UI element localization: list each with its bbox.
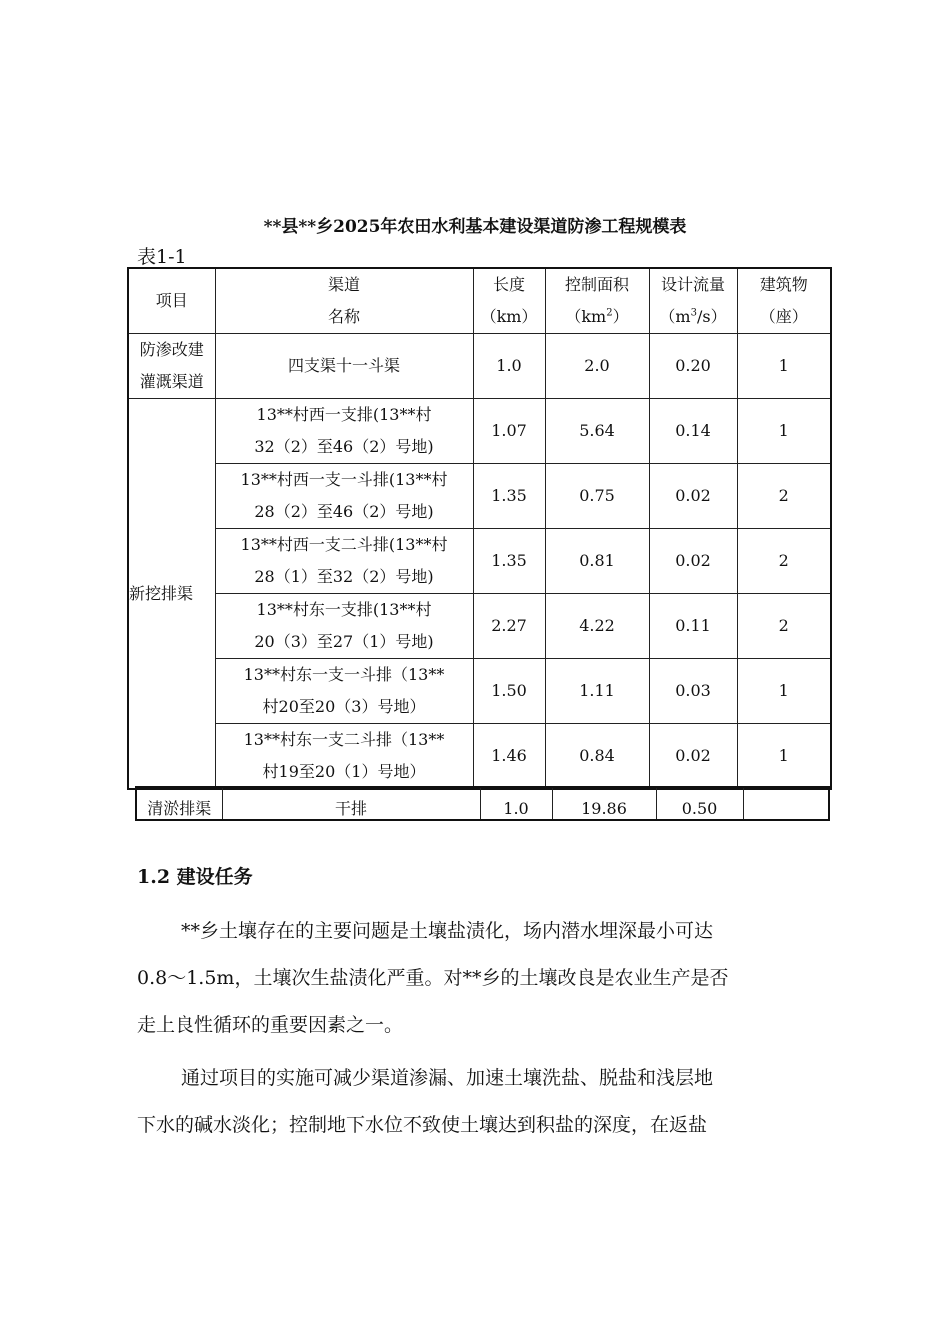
cell-name: 13**村东一支排(13**村 20（3）至27（1）号地) [215,594,473,659]
header-length-line1: 长度 [492,275,525,294]
cell-area: 0.84 [545,724,649,790]
cell-length: 1.07 [473,399,545,464]
cell-buildings [743,787,829,820]
table-label: 表1-1 [137,246,187,268]
header-flow [649,268,737,334]
cell-name: 13**村西一支二斗排(13**村 28（1）至32（2）号地) [215,529,473,594]
cell-length: 1.46 [473,724,545,790]
cell-flow: 0.03 [649,659,737,724]
header-name [215,268,473,334]
header-area-line2: $(km^2)$ [565,307,629,326]
cell-buildings: 1 [737,399,831,464]
paragraph-2 [137,1055,813,1149]
cell-name: 干排 [222,787,480,820]
cell-flow: 0.20 [649,334,737,399]
header-flow-line1: 设计流量 [660,275,725,294]
cell-length: 2.27 [473,594,545,659]
cell-flow: 0.50 [656,787,743,820]
paragraph-1 [137,908,813,1049]
header-buildings [737,268,831,334]
group-label-line1: 防渗改建 [139,340,204,359]
cell-name: 四支渠十一斗渠 [215,334,473,399]
group-cell-seepage [128,334,215,399]
scale-table-last-row [135,786,830,821]
section-heading: 1.2 建设任务 [137,866,253,888]
header-length [473,268,545,334]
header-area [545,268,649,334]
cell-area: 0.81 [545,529,649,594]
cell-name: 13**村西一支排(13**村 32（2）至46（2）号地) [215,399,473,464]
cell-area: 1.11 [545,659,649,724]
cell-buildings: 1 [737,724,831,790]
scale-table [127,267,832,790]
cell-flow: 0.02 [649,464,737,529]
group-label-line2: 灌溉渠道 [139,372,204,391]
table-row [128,464,831,529]
cell-area: 2.0 [545,334,649,399]
cell-buildings: 2 [737,594,831,659]
header-name-line1: 渠道 [327,275,360,294]
cell-name: 13**村东一支一斗排（13** 村20至20（3）号地） [215,659,473,724]
header-item: 项目 [128,268,215,334]
paragraph-line: 0.8～1.5m，土壤次生盐渍化严重。对**乡的土壤改良是农业生产是否 [137,967,729,989]
cell-area: 4.22 [545,594,649,659]
header-name-line2: 名称 [327,307,360,326]
header-flow-line2: $(m^3/s)$ [659,307,727,326]
cell-length: 1.35 [473,464,545,529]
table-header-row [128,268,831,334]
cell-name: 13**村东一支二斗排（13** 村19至20（1）号地） [215,724,473,790]
cell-length: 1.35 [473,529,545,594]
table-row [128,529,831,594]
paragraph-line: **乡土壤存在的主要问题是土壤盐渍化，场内潜水埋深最小可达 [181,920,714,942]
cell-area: 0.75 [545,464,649,529]
cell-flow: 0.14 [649,399,737,464]
table-row [128,399,831,464]
table-row [128,724,831,790]
cell-buildings: 1 [737,334,831,399]
table-row [128,659,831,724]
cell-buildings: 2 [737,529,831,594]
cell-area: 5.64 [545,399,649,464]
header-buildings-line2: （座） [759,307,808,326]
header-area-line1: 控制面积 [564,275,629,294]
cell-item: 清淤排渠 [136,787,222,820]
paragraph-line: 下水的碱水淡化；控制地下水位不致使土壤达到积盐的深度，在返盐 [137,1114,708,1136]
paragraph-line: 走上良性循环的重要因素之一。 [137,1014,404,1036]
cell-length: 1.0 [473,334,545,399]
cell-flow: 0.02 [649,724,737,790]
cell-flow: 0.11 [649,594,737,659]
page-title: **县**乡2025年农田水利基本建设渠道防渗工程规模表 [263,217,687,237]
paragraph-line: 通过项目的实施可减少渠道渗漏、加速土壤洗盐、脱盐和浅层地 [181,1067,714,1089]
table-row [128,334,831,399]
table-row [128,594,831,659]
table-row [136,787,829,820]
cell-buildings: 1 [737,659,831,724]
header-length-line2: （km） [480,307,538,326]
header-buildings-line1: 建筑物 [759,275,808,294]
cell-flow: 0.02 [649,529,737,594]
cell-buildings: 2 [737,464,831,529]
cell-length: 1.0 [480,787,552,820]
cell-length: 1.50 [473,659,545,724]
group-cell-new-drain: 新挖排渠 [128,399,215,790]
cell-name: 13**村西一支一斗排(13**村 28（2）至46（2）号地) [215,464,473,529]
cell-area: 19.86 [552,787,656,820]
